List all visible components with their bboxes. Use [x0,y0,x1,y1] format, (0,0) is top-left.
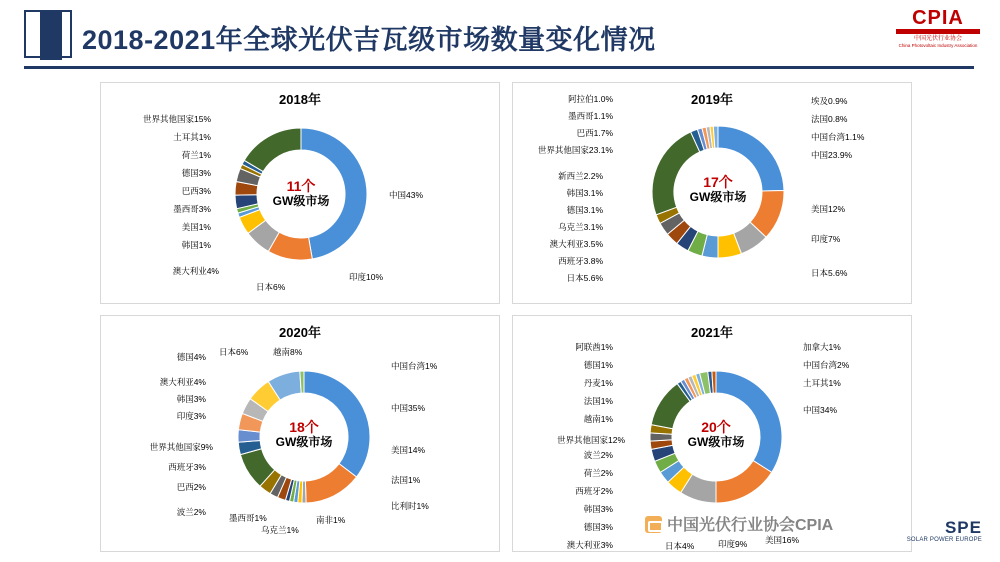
watermark-text: 中国光伏行业协会CPIA [667,517,834,534]
cpia-logo-sub-cn: 中国光伏行业协会 [913,36,962,42]
label-2019-france: 法国0.8% [811,114,848,124]
center-unit-2020: GW级市场 [275,435,333,449]
label-2019-newzealand: 新西兰2.2% [558,171,603,181]
label-2018-netherlands: 荷兰1% [181,150,211,160]
label-2021-turkey: 土耳其1% [803,378,841,388]
wechat-icon [645,516,662,533]
center-label-2020 [254,420,354,450]
label-2021-china: 中国34% [803,405,838,415]
center-label-2018 [251,179,351,209]
label-2019-other: 世界其他国家23.1% [537,145,613,155]
chart-title-2021: 2021年 [691,325,733,340]
label-2021-poland: 波兰2% [583,450,613,460]
spe-logo: SPE [944,518,982,537]
label-2018-australia: 澳大利业4% [172,266,219,276]
cpia-logo-text: CPIA [912,7,964,29]
cpia-logo-bar [896,29,980,34]
label-2019-japan-left: 日本5.6% [566,273,603,283]
label-2020-belgium: 比利时1% [391,501,429,511]
label-2020-france: 法国1% [391,475,421,485]
label-2020-india: 印度3% [176,411,206,421]
label-2018-india: 印度10% [349,272,384,282]
label-2020-china: 中国35% [391,403,426,413]
chart-panel-2020 [100,315,500,552]
label-2019-korea: 韩国3.1% [566,188,603,198]
label-2019-germany: 德国3.1% [566,205,603,215]
chart-title-2019: 2019年 [691,92,733,107]
label-2019-spain: 西班牙3.8% [558,256,603,266]
label-2020-korea: 韩国3% [176,394,206,404]
chart-title-2020: 2020年 [279,325,321,340]
center-count-2019: 17个 [703,174,733,190]
label-2021-canada: 加拿大1% [803,342,841,352]
label-2020-southafrica: 南非1% [316,515,346,525]
decorative-square [24,10,72,58]
label-2019-australia: 澳大利亚3.5% [549,239,603,249]
label-2019-brazil: 巴西1.7% [576,128,613,138]
chart-panel-2018 [100,82,500,304]
label-2019-usa: 美国12% [811,204,846,214]
label-2020-australia: 澳大利亚4% [159,377,206,387]
label-2020-poland: 波兰2% [176,507,206,517]
label-2019-taiwan: 中国台湾1.1% [811,132,865,142]
center-unit-2018: GW级市场 [272,194,330,208]
decorative-square-fill [40,12,62,60]
label-2021-netherlands: 荷兰2% [583,468,613,478]
center-count-2018: 11个 [286,178,316,194]
label-2021-india: 印度9% [718,539,748,549]
label-2021-vietnam: 越南1% [583,414,613,424]
label-2019-mexico: 墨西哥1.1% [568,111,613,121]
center-unit-2019: GW级市场 [689,190,747,204]
cpia-logo-sub-en: China Photovoltaic Industry Association [898,43,978,48]
label-2021-korea: 韩国3% [583,504,613,514]
label-2020-ukraine: 乌克兰1% [261,525,299,535]
watermark [645,512,833,535]
label-2020-usa: 美国14% [391,445,426,455]
label-2021-other: 世界其他国家12% [556,435,625,445]
center-count-2020: 18个 [289,419,319,435]
label-2019-japan: 日本5.6% [811,268,848,278]
chart-panel-2019 [512,82,912,304]
label-2020-other: 世界其他国家9% [149,442,213,452]
chart-title-2018: 2018年 [279,92,321,107]
label-2021-taiwan: 中国台湾2% [803,360,850,370]
center-unit-2021: GW级市场 [687,435,745,449]
label-2019-china: 中国23.9% [811,150,853,160]
label-2021-japan: 日本4% [665,541,695,551]
label-2021-usa: 美国16% [765,535,800,545]
cpia-logo [894,8,982,60]
label-2018-germany: 德国3% [181,168,211,178]
slide-header [0,0,1000,72]
center-label-2021 [666,420,766,450]
label-2018-other: 世界其他国家15% [142,114,211,124]
label-2021-australia: 澳大利亚3% [566,540,613,550]
center-label-2019 [668,175,768,205]
label-2021-denmark: 丹麦1% [583,378,613,388]
donut-slice [716,461,772,503]
label-2021-spain: 西班牙2% [575,486,613,496]
label-2018-japan: 日本6% [256,282,286,292]
label-2018-usa: 美国1% [181,222,211,232]
label-2020-mexico: 墨西哥1% [229,513,267,523]
label-2018-brazil: 巴西3% [181,186,211,196]
label-2018-korea: 韩国1% [181,240,211,250]
label-2018-china: 中国43% [389,190,424,200]
label-2021-uae: 阿联酋1% [575,342,613,352]
label-2019-ukraine: 乌克兰3.1% [558,222,603,232]
label-2020-brazil: 巴西2% [176,482,206,492]
label-2021-germany2: 德国1% [583,360,613,370]
label-2020-spain: 西班牙3% [168,462,206,472]
label-2019-india: 印度7% [811,234,841,244]
center-count-2021: 20个 [701,419,731,435]
label-2020-taiwan: 中国台湾1% [391,361,438,371]
label-2020-japan: 日本6% [219,347,249,357]
header-divider [24,66,974,69]
label-2020-vietnam: 越南8% [273,347,303,357]
spe-logo-sub: SOLAR POWER EUROPE [906,537,982,543]
donut-slice [244,128,301,172]
label-2018-mexico: 墨西哥3% [173,204,211,214]
label-2020-germany: 德国4% [176,352,206,362]
label-2021-france: 法国1% [583,396,613,406]
page-title: 2018-2021年全球光伏吉瓦级市场数量变化情况 [82,25,656,55]
label-2021-germany: 德国3% [583,522,613,532]
label-2019-arab: 阿拉伯1.0% [568,94,613,104]
label-2018-turkey: 土耳其1% [173,132,211,142]
label-2019-egypt: 埃及0.9% [811,96,848,106]
